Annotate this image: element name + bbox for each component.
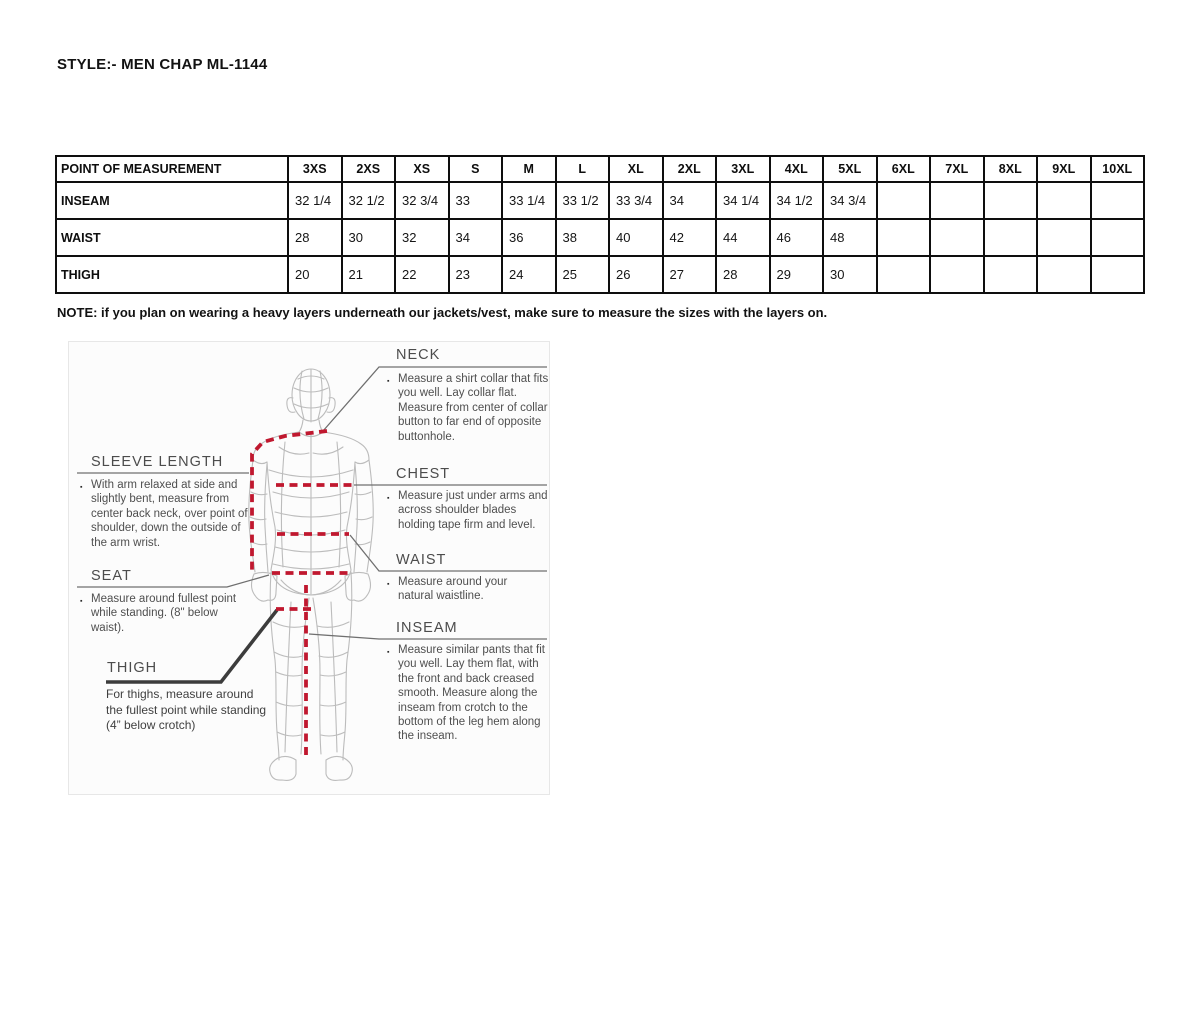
section-waist-title: WAIST (396, 552, 447, 568)
table-header-row (56, 156, 1144, 182)
square-bullet-icon: ▪ (387, 581, 390, 588)
table-cell: 32 1/4 (288, 182, 342, 219)
table-cell: 34 1/4 (716, 182, 770, 219)
table-cell: 48 (823, 219, 877, 256)
page-title: STYLE:- MEN CHAP ML-1144 (57, 56, 268, 73)
table-cell: 32 1/2 (342, 182, 396, 219)
table-cell: 33 3/4 (609, 182, 663, 219)
table-cell (1037, 256, 1091, 293)
table-cell: 33 1/2 (556, 182, 610, 219)
table-cell: 44 (716, 219, 770, 256)
table-cell: 25 (556, 256, 610, 293)
table-cell: 33 (449, 182, 503, 219)
table-cell (1091, 256, 1145, 293)
table-cell: 24 (502, 256, 556, 293)
section-neck-text: ▪ Measure a shirt collar that fits you well. Lay collar flat. Measure from center of collar button to far end of opposite buttonhole. (387, 373, 549, 443)
table-cell (1037, 219, 1091, 256)
table-row-waist (56, 219, 1144, 256)
table-cell (984, 256, 1038, 293)
section-sleeve-length-title: SLEEVE LENGTH (91, 454, 224, 470)
col-header: S (449, 156, 503, 182)
row-label: THIGH (56, 256, 288, 293)
row-label: INSEAM (56, 182, 288, 219)
table-cell: 38 (556, 219, 610, 256)
table-cell: 34 (663, 182, 717, 219)
table-cell: 27 (663, 256, 717, 293)
section-inseam-text: ▪ Measure similar pants that fit you well. Lay them flat, with the front and back creased smooth. Measure along the inseam from crotch to the bottom of the leg hem along the inseam. (387, 644, 546, 743)
col-header: 2XS (342, 156, 396, 182)
col-header: L (556, 156, 610, 182)
table-cell: 42 (663, 219, 717, 256)
table-cell: 32 (395, 219, 449, 256)
table-cell: 23 (449, 256, 503, 293)
section-seat-title: SEAT (91, 568, 132, 584)
col-header: 2XL (663, 156, 717, 182)
section-seat-text: ▪ Measure around fullest point while standing. (8" below waist). (80, 593, 237, 634)
table-cell: 34 3/4 (823, 182, 877, 219)
section-waist-text: ▪ Measure around your natural waistline. (387, 576, 508, 603)
waist-leader-line (350, 535, 547, 571)
col-header: 10XL (1091, 156, 1145, 182)
table-cell: 21 (342, 256, 396, 293)
table-cell: 20 (288, 256, 342, 293)
table-cell: 28 (716, 256, 770, 293)
col-header: 9XL (1037, 156, 1091, 182)
table-cell: 34 (449, 219, 503, 256)
square-bullet-icon: ▪ (387, 495, 390, 502)
section-thigh-title: THIGH (107, 660, 158, 676)
col-header: 3XL (716, 156, 770, 182)
table-cell (930, 182, 984, 219)
row-label: WAIST (56, 219, 288, 256)
table-cell: 34 1/2 (770, 182, 824, 219)
table-cell: 33 1/4 (502, 182, 556, 219)
table-cell: 28 (288, 219, 342, 256)
note-text: NOTE: if you plan on wearing a heavy layers underneath our jackets/vest, make sure to measure the sizes with the layers on. (57, 305, 828, 320)
table-cell (930, 256, 984, 293)
table-row-thigh (56, 256, 1144, 293)
section-neck-title: NECK (396, 347, 441, 363)
col-header-point-of-measurement: POINT OF MEASUREMENT (56, 156, 288, 182)
size-table (55, 155, 1145, 294)
section-sleeve-length-text: ▪ With arm relaxed at side and slightly bent, measure from center back neck, over point of shoulder, down the outside of the arm wrist. (80, 479, 248, 549)
table-cell: 46 (770, 219, 824, 256)
table-cell: 26 (609, 256, 663, 293)
table-cell (984, 219, 1038, 256)
table-cell: 30 (342, 219, 396, 256)
table-cell (1037, 182, 1091, 219)
table-cell (1091, 182, 1145, 219)
section-inseam-title: INSEAM (396, 620, 458, 636)
col-header: 5XL (823, 156, 877, 182)
square-bullet-icon: ▪ (387, 378, 390, 385)
table-cell (877, 219, 931, 256)
table-cell: 40 (609, 219, 663, 256)
col-header: 4XL (770, 156, 824, 182)
col-header: M (502, 156, 556, 182)
square-bullet-icon: ▪ (80, 484, 83, 491)
square-bullet-icon: ▪ (80, 598, 83, 605)
table-cell (1091, 219, 1145, 256)
measurement-diagram (68, 341, 550, 795)
col-header: 7XL (930, 156, 984, 182)
table-cell: 22 (395, 256, 449, 293)
table-cell: 36 (502, 219, 556, 256)
col-header: 6XL (877, 156, 931, 182)
col-header: 3XS (288, 156, 342, 182)
table-cell (930, 219, 984, 256)
col-header: XS (395, 156, 449, 182)
section-thigh-text: For thighs, measure around the fullest point while standing (4” below crotch) (106, 687, 267, 732)
col-header: XL (609, 156, 663, 182)
table-cell (877, 182, 931, 219)
section-chest-text: ▪ Measure just under arms and across shoulder blades holding tape firm and level. (387, 490, 548, 531)
table-row-inseam (56, 182, 1144, 219)
square-bullet-icon: ▪ (387, 649, 390, 656)
col-header: 8XL (984, 156, 1038, 182)
section-chest-title: CHEST (396, 466, 451, 482)
table-cell (877, 256, 931, 293)
table-cell (984, 182, 1038, 219)
table-cell: 29 (770, 256, 824, 293)
table-cell: 30 (823, 256, 877, 293)
table-cell: 32 3/4 (395, 182, 449, 219)
